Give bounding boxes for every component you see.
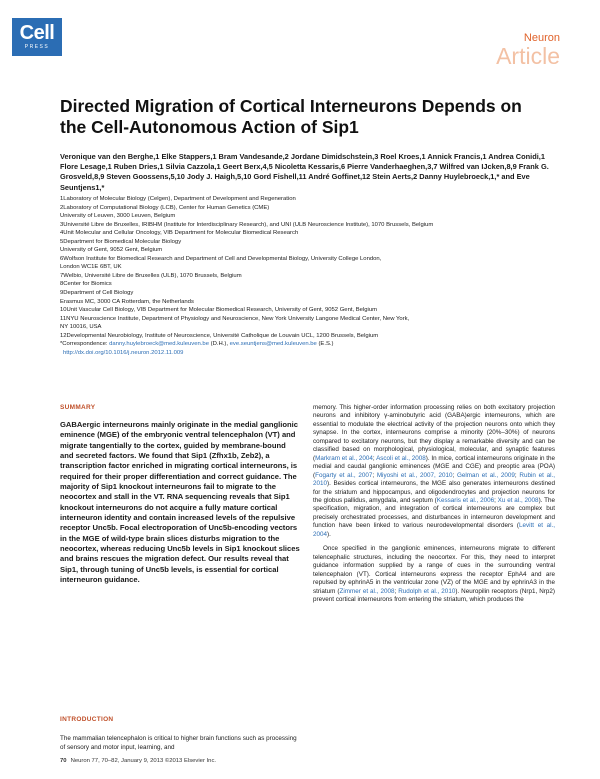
body-text: ; bbox=[452, 471, 457, 479]
body-text: ; bbox=[514, 471, 520, 479]
citation-link[interactable]: Miyoshi et al., 2007, 2010 bbox=[376, 471, 453, 479]
journal-name: Neuron bbox=[523, 32, 560, 44]
affiliation-line: 2Laboratory of Computational Biology (LCB), Center for Human Genetics (CME) bbox=[60, 204, 270, 211]
body-text: ). Besides cortical interneurons, the MGE also generates interneurons destined for the striatum and hippocampus, and oligodendrocytes and projection neurons for the globus pallidus, amygdala, and septum ( bbox=[313, 480, 555, 504]
body-text: ; bbox=[394, 587, 399, 595]
citation-link[interactable]: Kessaris et al., 2006 bbox=[436, 496, 495, 504]
affiliation-line: London WC1E 6BT, UK bbox=[60, 264, 122, 271]
citation-link[interactable]: Levitt et al., 2004 bbox=[313, 522, 556, 538]
affiliation-line: 7Welbio, Université Libre de Bruxelles (ULB), 1070 Brussels, Belgium bbox=[60, 272, 242, 279]
logo-main-text: Cell bbox=[19, 22, 55, 44]
email-link-huylebroeck[interactable]: danny.huylebroeck@med.kuleuven.be bbox=[109, 341, 209, 348]
logo-sub-text: PRESS bbox=[24, 44, 50, 50]
affiliation-line: NY 10016, USA bbox=[60, 324, 102, 331]
body-paragraph bbox=[313, 404, 555, 539]
citation-link[interactable]: Gelman et al., 2009 bbox=[457, 471, 515, 479]
affiliation-line: 1Laboratory of Molecular Biology (Celgen), Department of Development and Regeneration bbox=[60, 196, 296, 202]
footer-citation: Neuron 77, 70–82, January 9, 2013 ©2013 Elsevier Inc. bbox=[70, 758, 217, 764]
doi-link[interactable]: http://dx.doi.org/10.1016/j.neuron.2012.11.009 bbox=[63, 349, 184, 356]
correspondence-line bbox=[60, 340, 560, 349]
affiliation-line: 6Wolfson Institute for Biomedical Research and Department of Cell and Developmental Biology, University College London, bbox=[60, 255, 382, 262]
right-column-body bbox=[313, 404, 555, 604]
journal-header bbox=[496, 32, 560, 68]
correspondence-mid: (D.H.), bbox=[208, 341, 230, 348]
body-text: ; bbox=[372, 454, 377, 462]
article-title: Directed Migration of Cortical Interneurons Depends on the Cell-Autonomous Action of Sip1 bbox=[60, 96, 522, 137]
page-footer bbox=[60, 758, 216, 764]
introduction-text: The mammalian telencephalon is critical to higher brain functions such as processing of sensory and motor input, learning, and bbox=[60, 735, 297, 751]
affiliation-line: 12Developmental Neurobiology, Institute of Neuroscience, Université Catholique de Louvain UCL, 1200 Brussels, Belgium bbox=[60, 332, 379, 339]
body-text: ; bbox=[372, 471, 377, 479]
citation-link[interactable]: Fogarty et al., 2007 bbox=[315, 471, 373, 479]
body-text: memory. This higher-order information processing relies on both excitatory projection neurons and inhibitory γ-aminobutyric acid (GABA)ergic interneurons, which are essential to modulate the electrical activity of the projection neurons onto which they synapse. In the cortex, interneurons comprise a minority (20%–30%) of neurons compared to excitatory neurons, but they display a remarkable diversity and can be classified based on morphological, physiological, molecular, and synaptic features ( bbox=[313, 404, 555, 462]
affiliation-line: University of Gent, 9052 Gent, Belgium bbox=[60, 247, 163, 254]
cell-press-logo bbox=[12, 18, 62, 56]
body-text: ). bbox=[327, 530, 331, 538]
citation-link[interactable]: Xu et al., 2008 bbox=[497, 496, 539, 504]
summary-text: GABAergic interneurons mainly originate in the medial ganglionic eminence (MGE) of the embryonic ventral telencephalon (VT) and migrate tangentially to the cortex, guided by membrane-bound and secreted factors. We found that Sip1 (Zfhx1b, Zeb2), a transcription factor enriched in migrating cortical interneurons, is required for their proper differentiation and correct guidance. The majority of Sip1 knockout interneurons fail to migrate to the neocortex and stall in the VT. RNA sequencing reveals that Sip1 knockout interneurons do not acquire a fully mature cortical interneuron identity and contain increased levels of the repulsive receptor Unc5b. Focal electroporation of Unc5b-encoding vectors in the MGE of wild-type brain slices disturbs migration to the neocortex, whereas reducing Unc5b levels in Sip1 knockout slices and brains rescues the migration defect. Our results reveal that Sip1, through tuning of Unc5b levels, is essential for cortical interneuron guidance. bbox=[60, 420, 300, 585]
citation-link[interactable]: Zimmer et al., 2008 bbox=[339, 587, 395, 595]
affiliations bbox=[60, 195, 560, 357]
affiliation-line: Erasmus MC, 3000 CA Rotterdam, the Netherlands bbox=[60, 298, 194, 305]
body-paragraph bbox=[313, 545, 555, 604]
correspondence-label: *Correspondence: bbox=[60, 341, 110, 348]
body-text: ; bbox=[494, 496, 498, 504]
article-type: Article bbox=[496, 43, 560, 69]
affiliation-line: 11NYU Neuroscience Institute, Department of Physiology and Neuroscience, New York University Langone Medical Center, New York, bbox=[60, 315, 410, 322]
body-text: ). In mice, cortical interneurons originate in the medial and caudal ganglionic eminences (MGE and CGE) and preoptic area (POA) ( bbox=[313, 454, 555, 479]
body-text: Once specified in the ganglionic eminences, interneurons migrate to different telencephalic structures, including the neocortex. For this, they need to interpret guidance information supplied by a range of cues in the surrounding ventral telencephalon (VT). Cortical interneurons express the receptor EphA4 and are repulsed by ephrinA5 in the ventricular zone (VZ) of the MGE and by ephrinA3 in the striatum ( bbox=[313, 545, 555, 595]
affiliation-line: 3Université Libre de Bruxelles, IRIBHM (Institute for Interdisciplinary Research), and UNI (ULB Neuroscience Institute), 1070 Brussels, Belgium bbox=[60, 221, 434, 228]
correspondence-end: (E.S.) bbox=[316, 341, 334, 348]
page-number: 70 bbox=[60, 758, 67, 764]
body-text: ). Neuropilin receptors (Nrp1, Nrp2) prevent cortical interneurons from entering the striatum, which produces the bbox=[313, 587, 555, 603]
author-list: Veronique van den Berghe,1 Elke Stappers,1 Bram Vandesande,2 Jordane Dimidschstein,3 Roel Kroes,1 Annick Francis,1 Andrea Conidi,1 Flore Lesage,1 Ruben Dries,1 Silvia Cazzola,1 Geert Berx,4,5 Nicoletta Kessaris,6 Pierre Vanderhaeghen,3,7 Wilfred van IJcken,8,9 Frank G. Grosveld,8,9 Steven Goossens,5,10 Jody J. Haigh,5,10 Gord Fishell,11 André Goffinet,12 Stein Aerts,2 Danny Huylebroeck,1,* and Eve Seuntjens1,* bbox=[60, 152, 549, 192]
citation-link[interactable]: Ascoli et al., 2008 bbox=[376, 454, 426, 462]
email-link-seuntjens[interactable]: eve.seuntjens@med.kuleuven.be bbox=[229, 341, 317, 348]
affiliation-line: 8Center for Biomics bbox=[60, 281, 112, 288]
affiliation-line: 4Unit Molecular and Cellular Oncology, VIB Department for Molecular Biomedical Research bbox=[60, 230, 299, 237]
introduction-heading: INTRODUCTION bbox=[60, 716, 114, 723]
body-text: ). The specification, migration, and integration of cortical interneurons are complex but precisely orchestrated processes, and disturbances in interneuron development and function have been linked to various neurodevelopmental disorders ( bbox=[313, 496, 555, 530]
citation-link[interactable]: Markram et al., 2004 bbox=[315, 454, 373, 462]
affiliation-line: 5Department for Biomedical Molecular Biology bbox=[60, 238, 182, 245]
affiliation-line: University of Leuven, 3000 Leuven, Belgium bbox=[60, 213, 176, 220]
affiliation-line: 9Department of Cell Biology bbox=[60, 290, 134, 297]
affiliation-line: 10Unit Vascular Cell Biology, VIB Department for Molecular Biomedical Research, University of Gent, 9052 Gent, Belgium bbox=[60, 307, 378, 314]
citation-link[interactable]: Rudolph et al., 2010 bbox=[398, 587, 456, 595]
citation-link[interactable]: Rubin et al., 2010 bbox=[313, 471, 555, 488]
summary-heading: SUMMARY bbox=[60, 404, 96, 411]
summary-section bbox=[60, 404, 300, 586]
